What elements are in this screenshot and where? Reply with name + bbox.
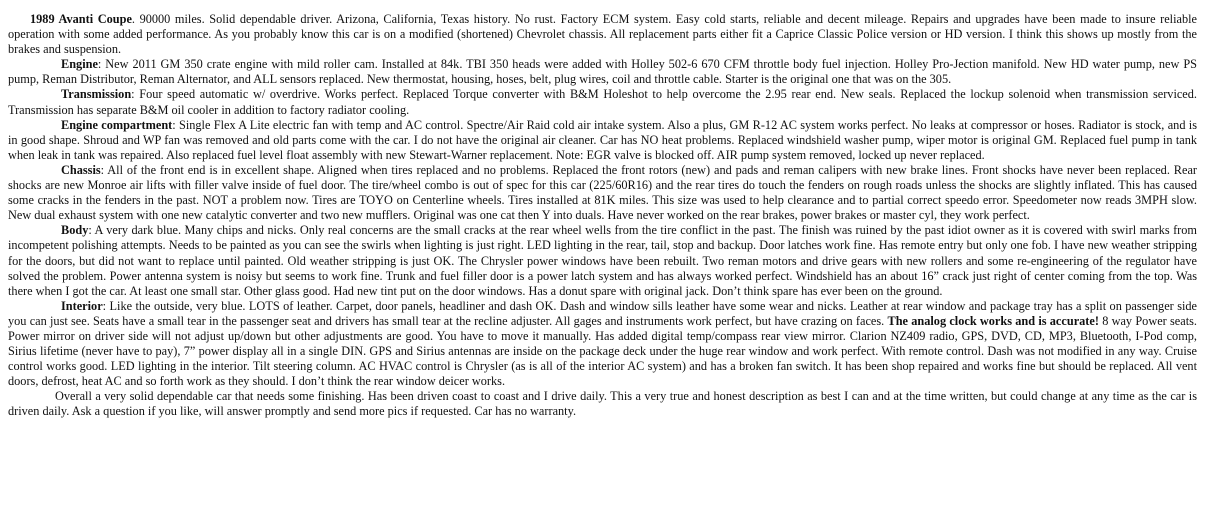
paragraph-body xyxy=(8,223,1197,298)
paragraph-chassis xyxy=(8,163,1197,223)
body-heading: Body xyxy=(61,223,89,238)
paragraph-engine-compartment xyxy=(8,118,1197,163)
paragraph-transmission xyxy=(8,87,1197,117)
interior-text-after: 8 way Power seats. Power mirror on driver side will not adjust up/down but other adjustments are good. You have to move it manually. Has added digital temp/compass rear view mirror. Clarion NZ409 radio, GPS, DVD, CD, MP3, Bluetooth, I-Pod comp, Sirius lifetime (never have to pay), 7” power display all in a single DIN. GPS and Sirius antennas are inside on the package deck under the huge rear window and work perfect. With remote control. Dash was not modified in any way. Cruise control works good. LED lighting in the interior. Tilt steering column. AC HVAC control is Chrysler (as is all of the interior AC system) and has a broken fan switch. It has been shop repaired and works fine but should be replaced. All vent doors, defrost, heat AC and so forth work as they should. I don’t think the rear window deicer works. xyxy=(8,313,1197,389)
transmission-heading: Transmission xyxy=(61,87,132,102)
paragraph-intro xyxy=(8,12,1197,57)
interior-clock-highlight: The analog clock works and is accurate! xyxy=(887,313,1099,328)
chassis-text: : All of the front end is in excellent shape. Aligned when tires replaced and no problems. Replaced the front rotors (new) and pads and reman calipers with new brake lines. Front shocks have never been replaced. Rear shocks are new Monroe air lifts with filler valve inside of fuel door. The tire/wheel combo is out of spec for this car (225/60R16) and the rear tires do touch the fenders on rough roads unless the shocks are slightly inflated. This has caused some cracks in the fenders in the past. NOT a problem now. Tires are TOYO on Centerline wheels. Tires installed at 81K miles. This size was used to help clearance and to partial correct speedo error. Speedometer now reads 3MPH slow. New dual exhaust system with one new catalytic converter and two new mufflers. Original was one cat then Y into duals. Have never worked on the rear brakes, power brakes or master cyl, they work perfect. xyxy=(8,162,1197,223)
engine-compartment-text: : Single Flex A Lite electric fan with temp and AC control. Spectre/Air Raid cold air intake system. Also a plus, GM R-12 AC system works perfect. No leaks at compressor or hoses. Radiator is stock, and is in good shape. Shroud and WP fan was removed and old parts come with the car. I do not have the original air cleaner. Car has NO heat problems. Replaced windshield washer pump, wiper motor is original GM. Replaced fuel pump in tank when leak in tank was repaired. Also replaced fuel level float assembly with new Stewart-Warner replacement. Note: EGR valve is blocked off. AIR pump system removed, locked up never replaced. xyxy=(8,117,1197,162)
engine-text: : New 2011 GM 350 crate engine with mild roller cam. Installed at 84k. TBI 350 heads were added with Holley 502-6 670 CFM throttle body fuel injection. Holley Pro-Jection manifold. New HD water pump, new PS pump, Reman Distributor, Reman Alternator, and ALL sensors replaced. New thermostat, housing, hoses, belt, plug wires, coil and throttle cable. Starter is the original one that was on the 305. xyxy=(8,57,1197,87)
body-text: : A very dark blue. Many chips and nicks. Only real concerns are the small cracks at the rear wheel wells from the tire conflict in the past. The finish was ruined by the past idiot owner as it is covered with swirl marks from incompetent polishing attempts. Needs to be painted as you can see the swirls when lighting is just right. LED lighting in the rear, tail, stop and backup. Door latches work fine. Has remote entry but only one fob. I have new weather stripping for the doors, but did not want to replace until painted. Old weather stripping is just OK. The Chrysler power windows have been rebuilt. Two reman motors and drive gears with new rollers and some re-engineering of the regulator have solved the problem. Power antenna system is noisy but seems to work fine. Trunk and fuel filler door is a power latch system and has always worked perfect. Windshield has an about 16” crack just right of center coming from the top. Was there when I got the car. At least one small star. Other glass good. Had new tint put on the door windows. Has a donut spare with original jack. Don’t think spare has ever been on the ground. xyxy=(8,223,1197,298)
transmission-text: : Four speed automatic w/ overdrive. Works perfect. Replaced Torque converter with B&M Holeshot to help overcome the 2.95 rear end. New seals. Replaced the lockup solenoid when transmission serviced. Transmission has separate B&M oil cooler in addition to factory radiator cooling. xyxy=(8,87,1197,117)
engine-compartment-heading: Engine compartment xyxy=(61,117,173,132)
engine-heading: Engine xyxy=(61,57,98,72)
paragraph-overall xyxy=(8,389,1197,419)
paragraph-interior xyxy=(8,299,1197,390)
chassis-heading: Chassis xyxy=(61,162,101,177)
paragraph-engine xyxy=(8,57,1197,87)
car-title: 1989 Avanti Coupe xyxy=(30,12,132,26)
overall-text: Overall a very solid dependable car that needs some finishing. Has been driven coast to coast and I drive daily. This a very true and honest description as best I can and at the time written, but could change at any time as the car is driven daily. Ask a question if you like, will answer promptly and send more pics if requested. Car has no warranty. xyxy=(8,389,1197,419)
intro-text: . 90000 miles. Solid dependable driver. Arizona, California, Texas history. No rust. Factory ECM system. Easy cold starts, reliable and decent mileage. Repairs and upgrades have been made to insure reliable operation with some added performance. As you probably know this car is on a modified (shortened) Chevrolet chassis. All replacement parts either fit a Caprice Classic Police version or HD version. I think this shows up mostly from the brakes and suspension. xyxy=(8,12,1197,57)
interior-text-before: : Like the outside, very blue. LOTS of leather. Carpet, door panels, headliner and dash OK. Dash and window sills leather have some wear and nicks. Leather at rear window and package tray has a split on passenger side you can just see. Seats have a small tear in the passenger seat and drivers has small tear at the recline adjuster. All gages and instruments work perfect, but have crazing on faces. xyxy=(8,298,1197,328)
interior-heading: Interior xyxy=(61,298,103,313)
